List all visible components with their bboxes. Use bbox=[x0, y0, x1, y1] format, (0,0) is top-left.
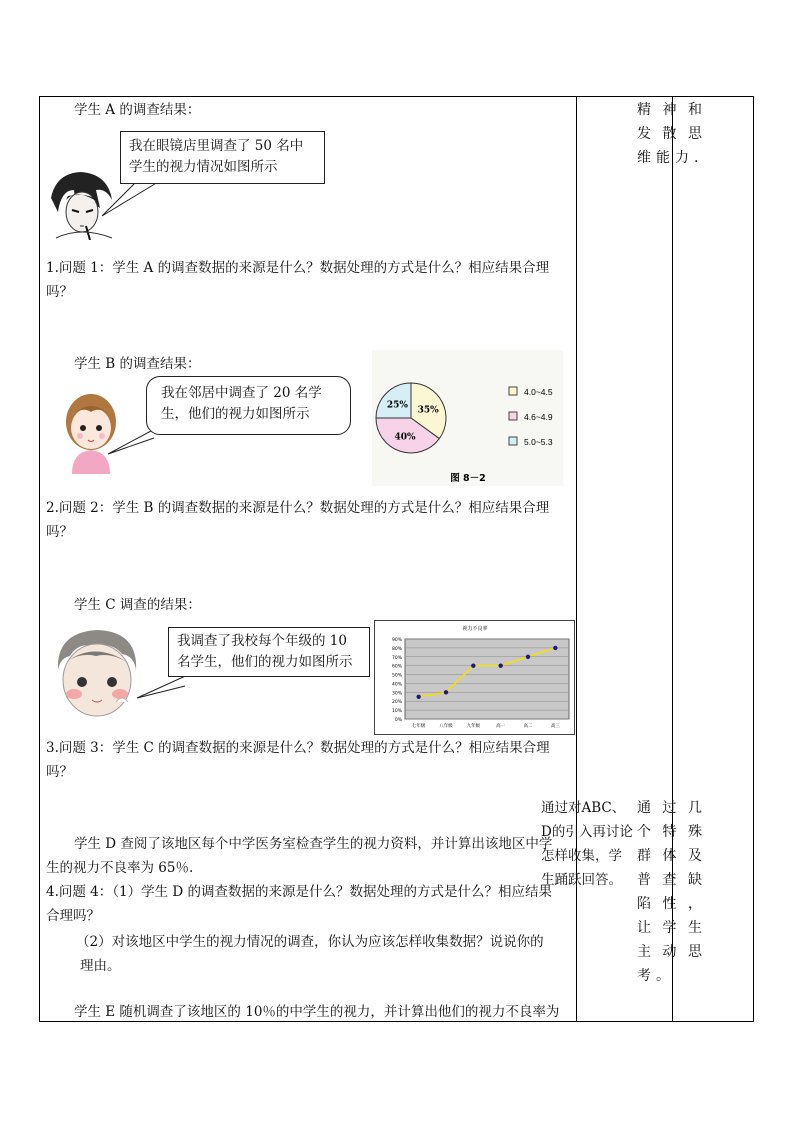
line-chart-title: 视力不良率 bbox=[462, 626, 488, 632]
pie-legend-swatch-2 bbox=[509, 437, 517, 445]
pie-slice-label-2: 25% bbox=[386, 400, 408, 411]
pie-slice-label-1: 40% bbox=[394, 432, 416, 443]
activity-note: 通过对ABC、D的引入再讨论怎样收集，学生踊跃回答。 bbox=[541, 800, 633, 888]
question-3-line2: 吗？ bbox=[46, 764, 73, 780]
pie-chart-panel bbox=[372, 350, 563, 486]
line-point-2 bbox=[471, 663, 475, 667]
pie-legend-swatch-1 bbox=[509, 412, 517, 420]
x-tick-label-1: 八年级 bbox=[439, 724, 453, 729]
y-tick-label: 50% bbox=[391, 673, 402, 679]
y-tick-label: 70% bbox=[391, 655, 402, 661]
pie-chart bbox=[372, 350, 563, 486]
line-point-3 bbox=[498, 663, 502, 667]
question-4-line2: 合理吗？ bbox=[46, 908, 100, 924]
student-a-speech-bubble: 我在眼镜店里调查了 50 名中学生的视力情况如图所示 bbox=[120, 131, 325, 184]
pie-legend-swatch-0 bbox=[509, 387, 517, 395]
line-chart bbox=[375, 621, 574, 734]
question-2-line2: 吗？ bbox=[46, 524, 73, 540]
pie-caption: 图 8－2 bbox=[450, 473, 486, 484]
student-e-line1: 学生 E 随机调查了该地区的 10％的中学生的视力，并计算出他们的视力不良率为 bbox=[74, 1004, 560, 1020]
question-4-sub-line2: 理由。 bbox=[80, 958, 121, 974]
line-point-4 bbox=[526, 655, 530, 659]
student-d-line2: 生的视力不良率为 65％. bbox=[46, 860, 194, 876]
student-c-avatar bbox=[52, 626, 142, 724]
y-tick-label: 30% bbox=[391, 691, 402, 697]
student-b-heading: 学生 B 的调查结果： bbox=[74, 356, 201, 372]
line-point-0 bbox=[416, 695, 420, 699]
y-tick-label: 10% bbox=[391, 709, 402, 715]
pie-legend-label-1: 4.6~4.9 bbox=[524, 412, 553, 422]
question-3-line1: 3.问题 3：学生 C 的调查数据的来源是什么？数据处理的方式是什么？相应结果合理 bbox=[46, 740, 550, 756]
student-b-speech-bubble: 我在邻居中调查了 20 名学生，他们的视力如图所示 bbox=[146, 376, 351, 435]
goal-note-2: 通过几个特殊群体及普查缺陷性，让学生主动思考。 bbox=[637, 800, 707, 984]
x-tick-label-3: 高一 bbox=[496, 724, 506, 729]
y-tick-label: 60% bbox=[391, 664, 402, 670]
question-4-sub-line1: （2）对该地区中学生的视力情况的调查，你认为应该怎样收集数据？说说你的 bbox=[76, 934, 544, 950]
question-1-line1: 1.问题 1：学生 A 的调查数据的来源是什么？数据处理的方式是什么？相应结果合理 bbox=[46, 260, 550, 276]
y-tick-label: 0% bbox=[394, 718, 402, 723]
question-4-line1: 4.问题 4：（1）学生 D 的调查数据的来源是什么？数据处理的方式是什么？相应结果 bbox=[46, 884, 553, 900]
x-tick-label-5: 高三 bbox=[550, 724, 560, 729]
question-1-line2: 吗？ bbox=[46, 284, 73, 300]
question-2-line1: 2.问题 2：学生 B 的调查数据的来源是什么？数据处理的方式是什么？相应结果合理 bbox=[46, 500, 550, 516]
y-tick-label: 20% bbox=[391, 700, 402, 706]
x-tick-label-4: 高二 bbox=[523, 724, 533, 729]
goal-note-1: 精神和发散思维能力. bbox=[637, 102, 707, 166]
x-tick-label-0: 七年级 bbox=[411, 724, 426, 729]
student-c-heading: 学生 C 调查的结果： bbox=[74, 597, 201, 613]
student-a-heading: 学生 A 的调查结果： bbox=[74, 102, 201, 118]
y-tick-label: 80% bbox=[391, 646, 402, 652]
pie-legend-label-2: 5.0~5.3 bbox=[524, 437, 553, 447]
pie-slice-label-0: 35% bbox=[417, 405, 439, 416]
line-point-5 bbox=[553, 646, 557, 650]
line-point-1 bbox=[444, 690, 448, 694]
pie-legend-label-0: 4.0~4.5 bbox=[524, 387, 553, 397]
x-tick-label-2: 九年级 bbox=[466, 724, 481, 729]
y-tick-label: 40% bbox=[391, 682, 402, 688]
y-tick-label: 90% bbox=[391, 638, 402, 643]
line-chart-panel bbox=[374, 620, 575, 735]
student-d-line1: 学生 D 查阅了该地区每个中学医务室检查学生的视力资料，并计算出该地区中学 bbox=[74, 836, 553, 852]
student-c-speech-bubble: 我调查了我校每个年级的 10 名学生，他们的视力如图所示 bbox=[168, 627, 370, 677]
